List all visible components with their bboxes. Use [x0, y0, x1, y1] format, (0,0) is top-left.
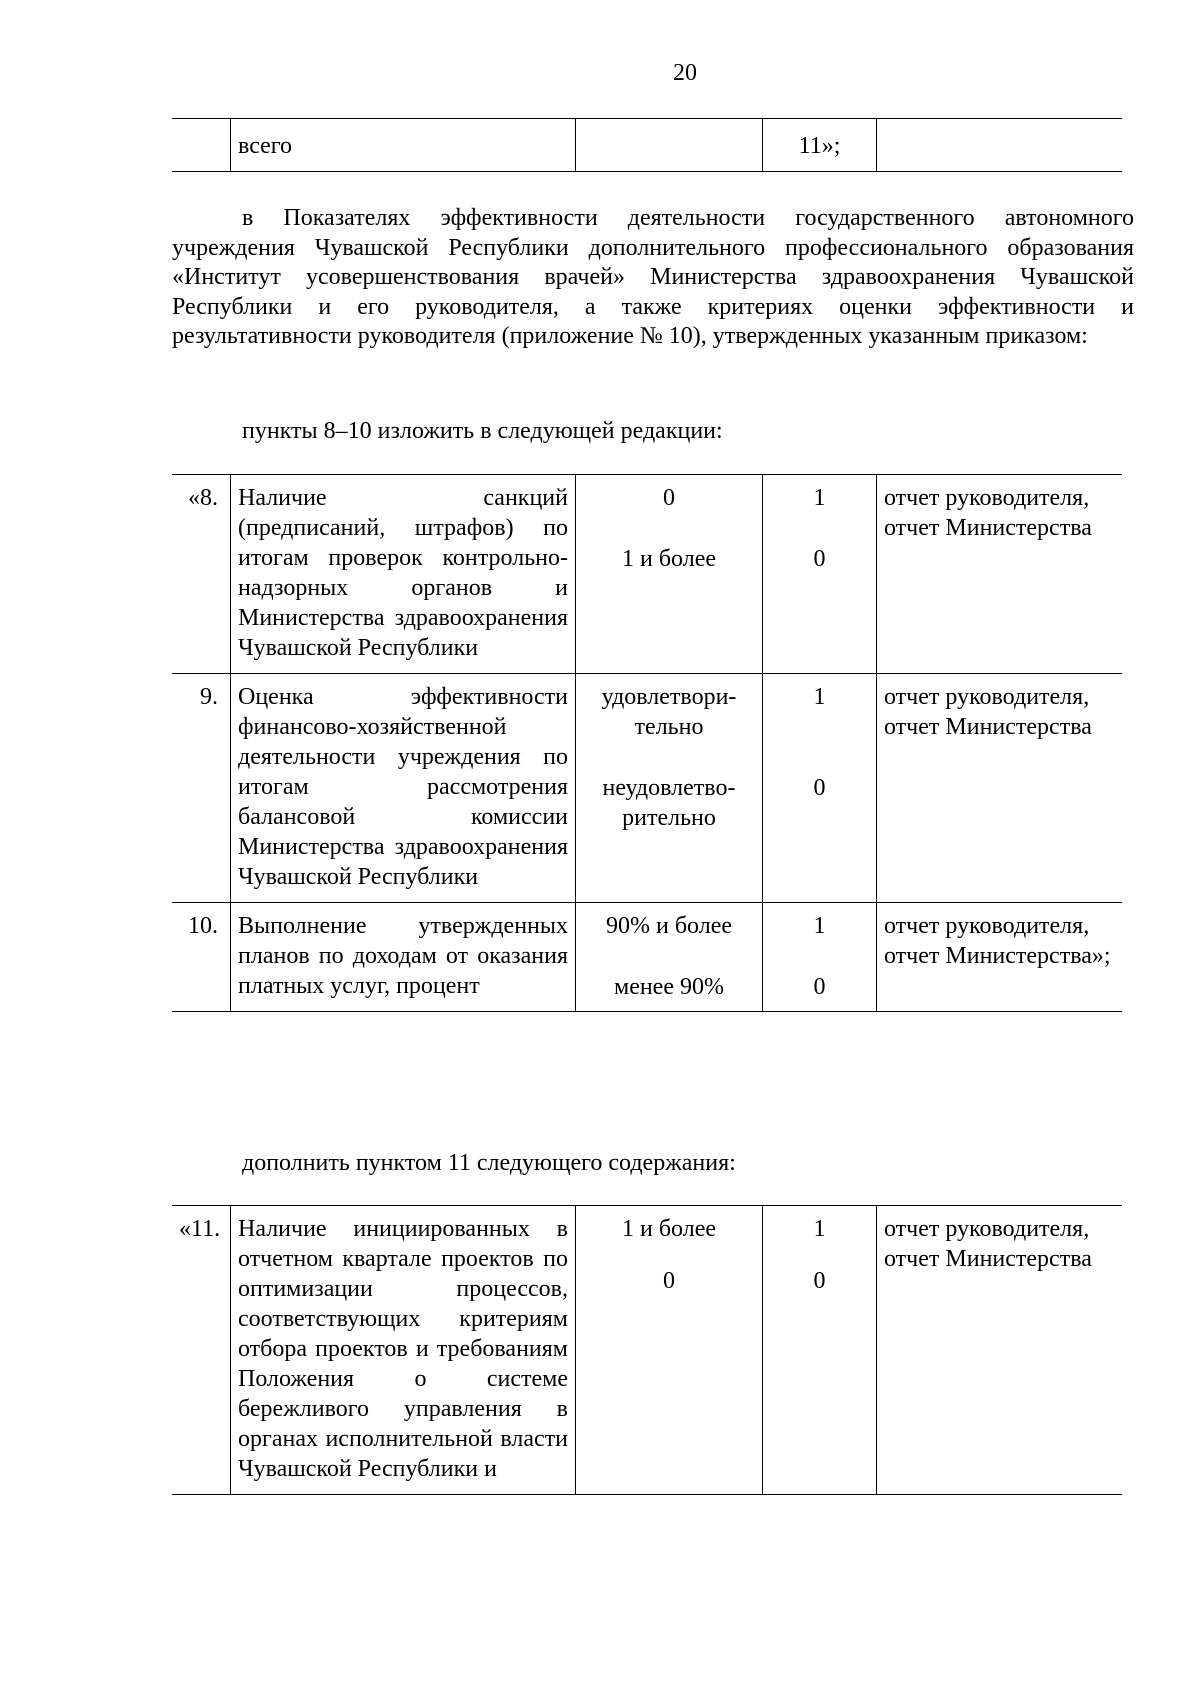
table-row	[172, 673, 1122, 902]
row-number: 10.	[188, 913, 218, 939]
score-values	[762, 475, 876, 673]
score-value: 0	[813, 775, 826, 801]
indicators-table	[172, 474, 1122, 1012]
criteria-value: 1 и более	[621, 1216, 717, 1242]
value-cell	[575, 119, 762, 171]
indicator-description: Наличие инициированных в отчетном квартале проектов по оптимизации процессов, соответствующих критериям отбора проектов и требованиям Положения о системе бережливого управления в органах исполнительной власти Чувашской Республики и	[230, 1206, 575, 1494]
row-number: «11.	[179, 1216, 221, 1242]
score-value: 1	[813, 1216, 826, 1242]
table-row	[172, 1206, 1122, 1494]
source-cell	[876, 119, 1122, 171]
criteria-value: менее 90%	[614, 974, 724, 1000]
score-value: 0	[813, 1268, 826, 1294]
criteria-values	[575, 903, 762, 1011]
total-label: всего	[230, 119, 575, 171]
page-number: 20	[673, 60, 697, 86]
score-value: 1	[813, 684, 826, 710]
report-source: отчет руководителя, отчет Министерства	[876, 674, 1122, 902]
instruction-items-8-10: пункты 8–10 изложить в следующей редакции:	[242, 418, 723, 444]
number-cell	[172, 119, 230, 171]
score-value: 0	[813, 546, 826, 572]
body-paragraph: в Показателях эффективности деятельности государственного автономного учреждения Чувашской Республики дополнительного профессионального образования «Институт усовершенствования врачей» Министерства здравоохранения Чувашской Республики и его руководителя, а также критериях оценки эффективности и результативности руководителя (приложение № 10), утвержденных указанным приказом:	[172, 205, 1134, 349]
table-row	[172, 475, 1122, 673]
score-values	[762, 1206, 876, 1494]
criteria-value: 90% и более	[605, 913, 732, 939]
criteria-values	[575, 475, 762, 673]
table-row	[172, 119, 1122, 171]
criteria-values	[575, 1206, 762, 1494]
criteria-value: неудовлетво-рительно	[602, 775, 736, 831]
row-number: «8.	[188, 485, 218, 511]
score-value: 1	[813, 485, 826, 511]
row-number: 9.	[200, 684, 218, 710]
table-row	[172, 902, 1122, 1011]
instruction-item-11: дополнить пунктом 11 следующего содержания:	[242, 1150, 736, 1176]
criteria-values	[575, 674, 762, 902]
report-source: отчет руководителя, отчет Министерства	[876, 475, 1122, 673]
score-values	[762, 674, 876, 902]
indicator-description: Выполнение утвержденных планов по доходам от оказания платных услуг, процент	[230, 903, 575, 1011]
report-source: отчет руководителя, отчет Министерства»;	[876, 903, 1122, 1011]
score-value: 0	[813, 974, 826, 1000]
score-value: 1	[813, 913, 826, 939]
total-value: 11»;	[762, 119, 876, 171]
indicator-description: Оценка эффективности финансово-хозяйственной деятельности учреждения по итогам рассмотрения балансовой комиссии Министерства здравоохранения Чувашской Республики	[230, 674, 575, 902]
total-table	[172, 118, 1122, 172]
indicator-11-table	[172, 1205, 1122, 1495]
criteria-value: удовлетвори-тельно	[601, 684, 737, 740]
report-source: отчет руководителя, отчет Министерства	[876, 1206, 1122, 1494]
indicator-description: Наличие санкций (предписаний, штрафов) по итогам проверок контрольно-надзорных органов и Министерства здравоохранения Чувашской Республики	[230, 475, 575, 673]
criteria-value: 0	[663, 1268, 675, 1294]
criteria-value: 1 и более	[621, 546, 717, 572]
criteria-value: 0	[663, 485, 675, 511]
score-values	[762, 903, 876, 1011]
